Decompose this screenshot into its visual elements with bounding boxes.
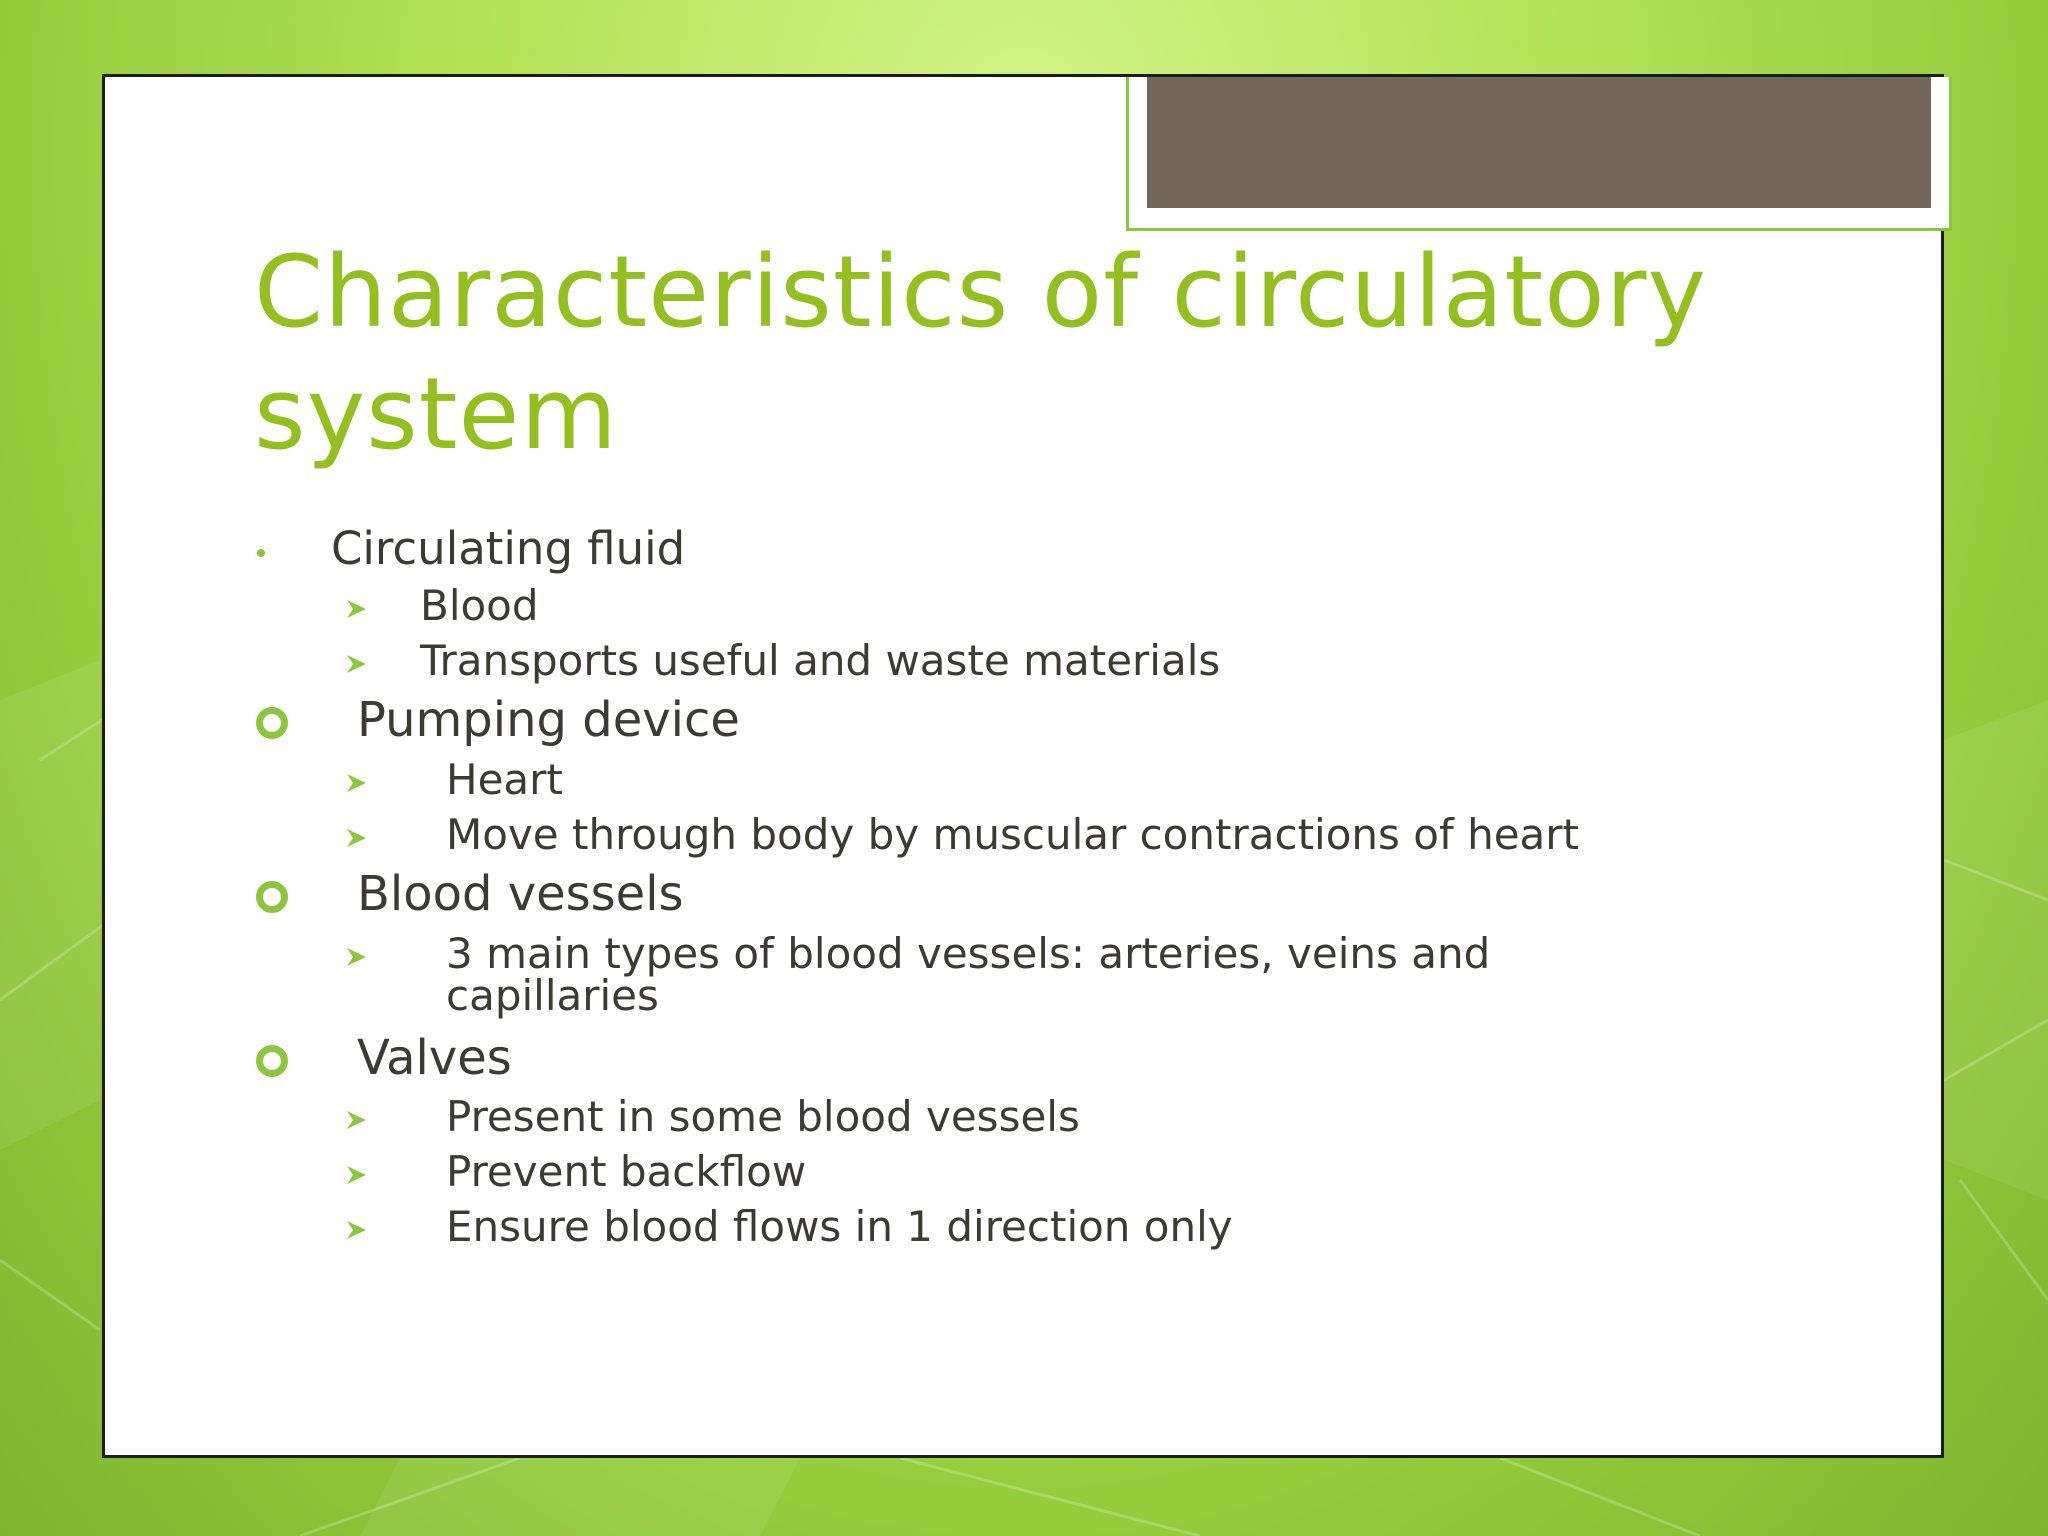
- sub-bullet-prevent-backflow: Prevent backflow: [446, 1147, 807, 1196]
- bullet-pumping-device: Pumping device: [357, 692, 740, 748]
- bullet-blood-vessels: Blood vessels: [357, 866, 684, 922]
- sub-bullet-present-in-vessels: Present in some blood vessels: [446, 1092, 1080, 1141]
- bullet-valves: Valves: [357, 1030, 512, 1086]
- sub-bullet-muscular-contractions: Move through body by muscular contractions of heart: [446, 810, 1580, 859]
- arrowhead-bullet-icon: [344, 1163, 368, 1187]
- sub-bullet-vessel-types-line1: 3 main types of blood vessels: arteries, veins and: [446, 929, 1491, 978]
- slide-title: Characteristics of circulatory system: [254, 235, 1708, 472]
- title-tab-decoration: [1126, 77, 1952, 231]
- sub-bullet-transports: Transports useful and waste materials: [420, 636, 1221, 685]
- sub-bullet-one-direction: Ensure blood flows in 1 direction only: [446, 1202, 1233, 1251]
- bullet-circulating-fluid: Circulating fluid: [331, 522, 686, 575]
- title-tab-fill: [1147, 77, 1931, 208]
- sub-bullet-blood: Blood: [420, 581, 539, 630]
- arrowhead-bullet-icon: [344, 597, 368, 621]
- sub-bullet-vessel-types-line2: capillaries: [446, 971, 659, 1020]
- arrowhead-bullet-icon: [344, 771, 368, 795]
- arrowhead-bullet-icon: [344, 652, 368, 676]
- arrowhead-bullet-icon: [344, 945, 368, 969]
- arrowhead-bullet-icon: [344, 1108, 368, 1132]
- arrowhead-bullet-icon: [344, 1218, 368, 1242]
- arrowhead-bullet-icon: [344, 826, 368, 850]
- sub-bullet-heart: Heart: [446, 755, 563, 804]
- ring-bullet-icon: [256, 707, 288, 739]
- ring-bullet-icon: [256, 1045, 288, 1077]
- ring-bullet-icon: [256, 881, 288, 913]
- small-dot-bullet-icon: [257, 549, 265, 557]
